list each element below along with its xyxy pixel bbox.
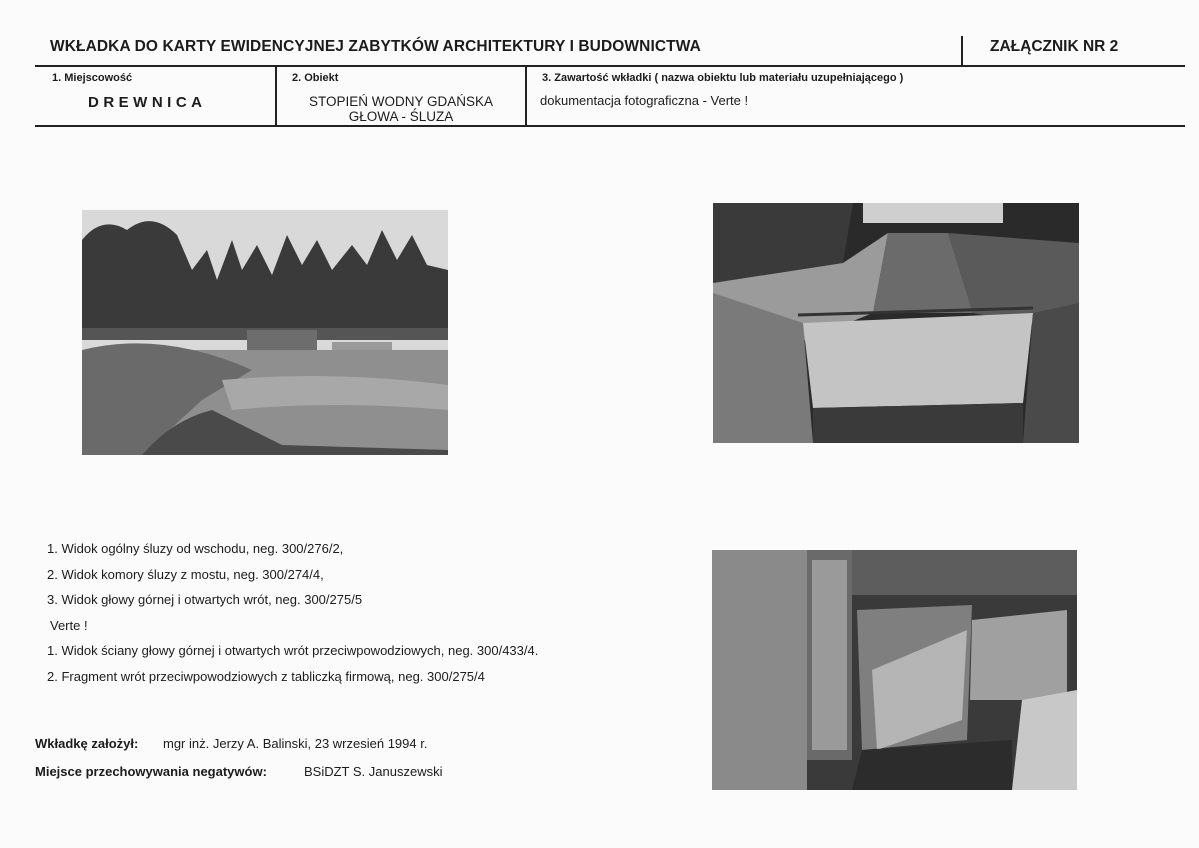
attachment-number: ZAŁĄCZNIK NR 2 bbox=[990, 38, 1119, 55]
caption-3: 3. Widok głowy górnej i otwartych wrót, neg. 300/275/5 bbox=[47, 592, 363, 607]
photo-general-view bbox=[82, 210, 448, 455]
document-title: WKŁADKA DO KARTY EWIDENCYJNEJ ZABYTKÓW ARCHITEKTURY I BUDOWNICTWA bbox=[50, 38, 701, 55]
photo-upper-head-gates bbox=[712, 550, 1077, 790]
author-value: mgr inż. Jerzy A. Balinski, 23 wrzesień 1994 r. bbox=[163, 736, 428, 751]
object-line-1: STOPIEŃ WODNY GDAŃSKA bbox=[308, 94, 494, 109]
field-divider-2 bbox=[525, 66, 527, 126]
header-divider bbox=[961, 36, 963, 66]
storage-label: Miejsce przechowywania negatywów: bbox=[35, 764, 267, 779]
field-rule bbox=[35, 125, 1185, 127]
verte-note: Verte ! bbox=[50, 617, 88, 633]
author-label: Wkładkę założył: bbox=[35, 736, 139, 751]
header-rule bbox=[35, 65, 1185, 67]
caption-verso-2: 2. Fragment wrót przeciwpowodziowych z tabliczką firmową, neg. 300/275/4 bbox=[47, 668, 485, 684]
caption-2: 2. Widok komory śluzy z mostu, neg. 300/274/4, bbox=[47, 566, 324, 582]
content-label: 3. Zawartość wkładki ( nazwa obiektu lub materiału uzupełniającego ) bbox=[542, 72, 904, 84]
locality-value: DREWNICA bbox=[88, 94, 207, 111]
object-value bbox=[278, 94, 524, 124]
photo-captions bbox=[47, 536, 538, 689]
author-row bbox=[35, 736, 138, 751]
photo-lock-chamber bbox=[713, 203, 1079, 443]
content-value: dokumentacja fotograficzna - Verte ! bbox=[540, 93, 749, 108]
storage-row bbox=[35, 764, 267, 779]
caption-verso-1: 1. Widok ściany głowy górnej i otwartych wrót przeciwpowodziowych, neg. 300/433/4. bbox=[47, 643, 539, 658]
object-line-2: GŁOWA - ŚLUZA bbox=[348, 109, 454, 124]
object-label: 2. Obiekt bbox=[292, 72, 339, 84]
field-divider-1 bbox=[275, 66, 277, 126]
locality-label: 1. Miejscowość bbox=[52, 72, 133, 84]
caption-1: 1. Widok ogólny śluzy od wschodu, neg. 300/276/2, bbox=[47, 541, 344, 556]
storage-value: BSiDZT S. Januszewski bbox=[304, 764, 443, 779]
